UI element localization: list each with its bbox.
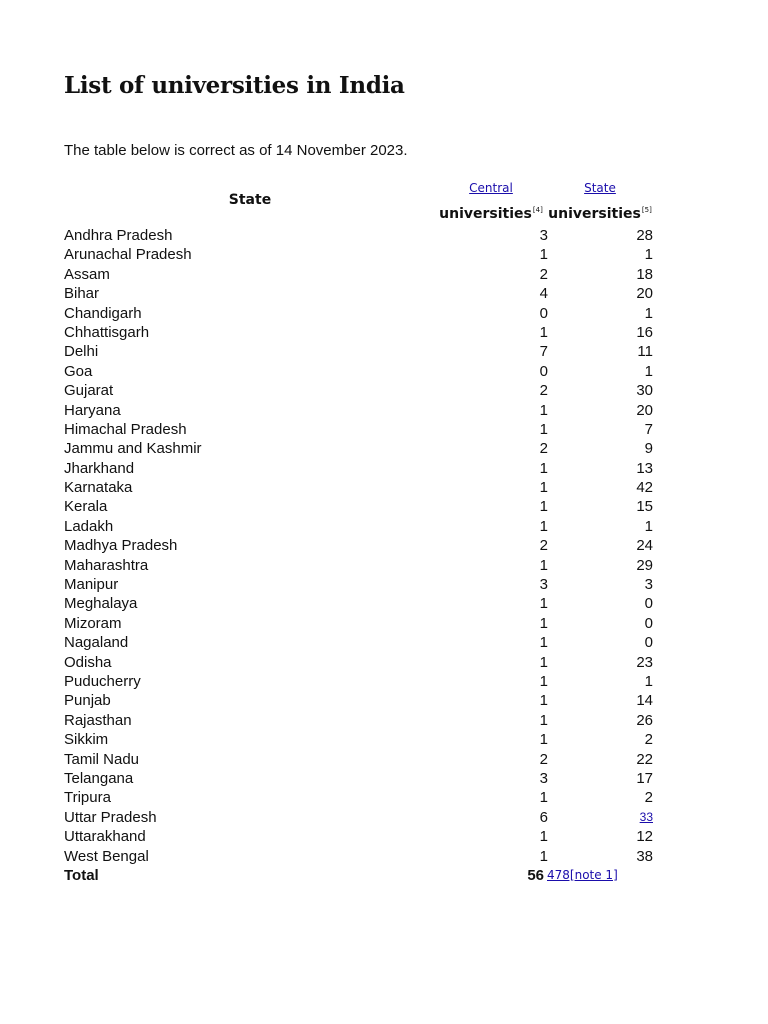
central-count: 1	[539, 672, 548, 690]
table-row	[64, 517, 664, 536]
central-count: 0	[539, 362, 548, 380]
state-name: Jammu and Kashmir	[64, 440, 202, 458]
central-count: 1	[539, 653, 548, 671]
total-central: 56	[527, 866, 544, 884]
state-count: 9	[644, 440, 653, 458]
table-row	[64, 342, 664, 361]
state-name: Bihar	[64, 285, 100, 303]
state-count: 42	[636, 479, 653, 497]
state-name: Karnataka	[64, 479, 133, 497]
state-count: 20	[636, 401, 653, 419]
state-name: Rajasthan	[64, 711, 132, 729]
state-name: Chandigarh	[64, 304, 142, 322]
table-row	[64, 401, 664, 420]
central-count: 1	[539, 595, 548, 613]
state-count: 24	[636, 537, 653, 555]
state-name: Tripura	[64, 789, 111, 807]
central-count: 6	[539, 808, 548, 826]
central-count: 1	[539, 246, 548, 264]
state-count: 20	[636, 285, 653, 303]
state-count: 1	[644, 246, 653, 264]
state-count: 16	[636, 323, 653, 341]
state-name: Puducherry	[64, 672, 141, 690]
state-name: Punjab	[64, 692, 111, 710]
state-count: 23	[636, 653, 653, 671]
state-count: 2	[644, 789, 653, 807]
table-row	[64, 362, 664, 381]
state-name: Goa	[64, 362, 93, 380]
table-row	[64, 594, 664, 613]
central-count: 1	[539, 517, 548, 535]
table-row	[64, 536, 664, 555]
central-count: 1	[539, 420, 548, 438]
state-name: Himachal Pradesh	[64, 420, 187, 438]
central-count: 1	[539, 847, 548, 865]
state-count: 1	[644, 672, 653, 690]
page-title: List of universities in India	[64, 72, 405, 99]
state-name: Tamil Nadu	[64, 750, 140, 768]
central-count: 2	[539, 382, 548, 400]
state-name: Delhi	[64, 343, 99, 361]
state-link[interactable]: State	[584, 181, 616, 195]
state-name: Manipur	[64, 576, 119, 594]
state-count: 7	[644, 420, 653, 438]
state-count: 0	[644, 634, 653, 652]
state-count: 3	[644, 576, 653, 594]
state-name: Andhra Pradesh	[64, 227, 173, 244]
table-row	[64, 614, 664, 633]
table-row	[64, 459, 664, 478]
central-count: 2	[539, 265, 548, 283]
central-count: 1	[539, 459, 548, 477]
state-name: Meghalaya	[64, 595, 138, 613]
table-row	[64, 808, 664, 827]
reference-5-link[interactable]: [5]	[641, 206, 652, 214]
central-count: 1	[539, 789, 548, 807]
state-count: 1	[644, 517, 653, 535]
central-count: 1	[539, 634, 548, 652]
state-name: Mizoram	[64, 614, 122, 632]
central-count: 1	[539, 401, 548, 419]
header-central-universities	[438, 178, 544, 226]
central-link[interactable]: Central	[469, 181, 513, 195]
state-count: 0	[644, 614, 653, 632]
state-count: 13	[636, 459, 653, 477]
central-count: 0	[539, 304, 548, 322]
state-name: Assam	[64, 265, 110, 283]
header-state-universities	[548, 178, 652, 226]
state-count: 17	[636, 769, 653, 787]
table-row	[64, 672, 664, 691]
table-row	[64, 323, 664, 342]
table-row	[64, 420, 664, 439]
central-count: 1	[539, 556, 548, 574]
table-row	[64, 575, 664, 594]
table-header-row	[64, 178, 664, 226]
state-name: Uttarakhand	[64, 828, 146, 846]
state-count: 18	[636, 265, 653, 283]
table-row	[64, 284, 664, 303]
state-name: Haryana	[64, 401, 121, 419]
state-count: 0	[644, 595, 653, 613]
state-name: Ladakh	[64, 517, 114, 535]
table-row	[64, 847, 664, 866]
intro-text: The table below is correct as of 14 November 2023.	[64, 142, 408, 159]
central-count: 1	[539, 711, 548, 729]
table-row	[64, 381, 664, 400]
header-state-sub: universities[5]	[548, 206, 652, 222]
state-count: 14	[636, 692, 653, 710]
state-name: Jharkhand	[64, 459, 135, 477]
total-state-link[interactable]: 478[note 1]	[547, 867, 618, 882]
state-name: Chhattisgarh	[64, 323, 150, 341]
state-name: Kerala	[64, 498, 108, 516]
state-count: 15	[636, 498, 653, 516]
state-name: Madhya Pradesh	[64, 537, 178, 555]
state-count: 12	[636, 828, 653, 846]
state-count: 30	[636, 382, 653, 400]
header-state: State	[228, 192, 272, 208]
central-count: 4	[539, 285, 548, 303]
state-name: Maharashtra	[64, 556, 149, 574]
table-row	[64, 730, 664, 749]
table-row	[64, 497, 664, 516]
total-label: Total	[64, 866, 99, 884]
state-count: 2	[644, 731, 653, 749]
central-count: 2	[539, 440, 548, 458]
state-count: 22	[636, 750, 653, 768]
table-row	[64, 265, 664, 284]
state-count: 38	[636, 847, 653, 865]
central-count: 7	[539, 343, 548, 361]
total-row	[64, 866, 664, 885]
state-name: Arunachal Pradesh	[64, 246, 192, 264]
table-row	[64, 478, 664, 497]
universities-table	[64, 178, 664, 885]
central-count: 1	[539, 498, 548, 516]
table-row	[64, 304, 664, 323]
central-count: 3	[539, 227, 548, 244]
table-row	[64, 556, 664, 575]
table-row	[64, 750, 664, 769]
central-count: 1	[539, 323, 548, 341]
table-row	[64, 711, 664, 730]
state-count: 1	[644, 362, 653, 380]
state-name: Sikkim	[64, 731, 109, 749]
state-count: 28	[636, 227, 653, 244]
table-body	[64, 226, 664, 866]
central-count: 2	[539, 537, 548, 555]
central-count: 1	[539, 731, 548, 749]
state-count: 1	[644, 304, 653, 322]
state-count: 29	[636, 556, 653, 574]
state-count: 26	[636, 711, 653, 729]
state-name: Uttar Pradesh	[64, 808, 157, 826]
table-row	[64, 827, 664, 846]
state-name: Gujarat	[64, 382, 114, 400]
table-row	[64, 245, 664, 264]
state-name: Telangana	[64, 769, 134, 787]
reference-4-link[interactable]: [4]	[532, 206, 543, 214]
header-central-sub: universities[4]	[439, 206, 543, 222]
state-name: Odisha	[64, 653, 112, 671]
central-count: 3	[539, 576, 548, 594]
state-name: West Bengal	[64, 847, 149, 865]
state-count: 11	[637, 343, 653, 361]
central-count: 1	[539, 479, 548, 497]
table-row	[64, 633, 664, 652]
table-row	[64, 788, 664, 807]
state-count-link[interactable]: 33	[639, 809, 653, 824]
table-row	[64, 439, 664, 458]
table-row	[64, 653, 664, 672]
central-count: 1	[539, 692, 548, 710]
table-row	[64, 226, 664, 245]
state-name: Nagaland	[64, 634, 129, 652]
central-count: 1	[539, 828, 548, 846]
central-count: 2	[539, 750, 548, 768]
table-row	[64, 691, 664, 710]
central-count: 1	[539, 614, 548, 632]
central-count: 3	[539, 769, 548, 787]
table-row	[64, 769, 664, 788]
